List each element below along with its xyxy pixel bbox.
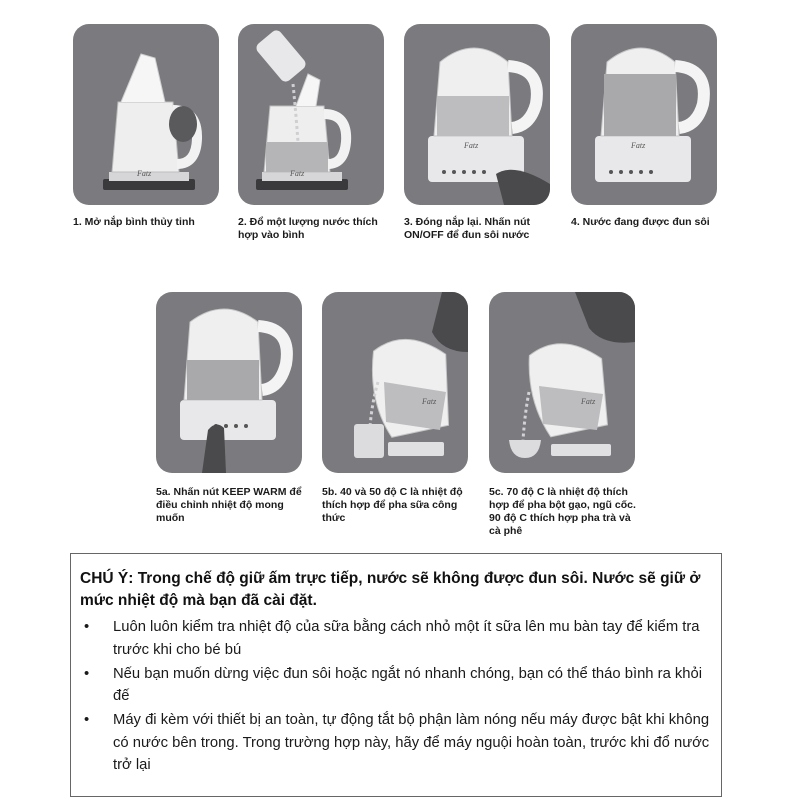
note-bullet-text: Luôn luôn kiểm tra nhiệt độ của sữa bằng cách nhỏ một ít sữa lên mu bàn tay để kiểm tra trước khi cho bé bú <box>113 619 700 658</box>
step-1-caption: 1. Mở nắp bình thủy tinh <box>73 216 195 228</box>
note-bullet-list <box>80 616 720 778</box>
step-5b-illustration <box>322 292 468 473</box>
brand-logo: Fatz <box>464 141 479 150</box>
step-5c-illustration <box>489 292 635 473</box>
step-3-illustration <box>404 24 550 205</box>
step-2-illustration <box>238 24 384 205</box>
note-bullet-text: Nếu bạn muốn dừng việc đun sôi hoặc ngắt nó nhanh chóng, bạn có thể tháo bình ra khỏi đế <box>113 665 703 704</box>
brand-logo: Fatz <box>581 397 596 406</box>
step-4-illustration <box>571 24 717 205</box>
brand-logo: Fatz <box>631 141 646 150</box>
bullet-icon: • <box>84 619 90 635</box>
note-bullet <box>80 663 720 708</box>
bullet-icon: • <box>84 665 90 682</box>
brand-logo: Fatz <box>137 169 152 178</box>
note-bullet <box>80 709 720 777</box>
note-title: CHÚ Ý: Trong chế độ giữ ấm trực tiếp, nước sẽ không được đun sôi. Nước sẽ giữ ở mức nhiệt độ mà bạn đã cài đặt. <box>80 570 701 609</box>
step-5a-illustration <box>156 292 302 473</box>
step-3-caption: 3. Đóng nắp lại. Nhấn nút ON/OFF để đun sôi nước <box>404 216 530 241</box>
note-bullet <box>80 616 720 661</box>
step-5c-caption: 5c. 70 độ C là nhiệt độ thích hợp để pha bột gạo, ngũ cốc. 90 độ C thích hợp pha trà và cà phê <box>489 486 636 537</box>
step-5b-caption: 5b. 40 và 50 độ C là nhiệt độ thích hợp để pha sữa công thức <box>322 486 463 524</box>
step-5a-caption: 5a. Nhấn nút KEEP WARM để điều chỉnh nhiệt độ mong muốn <box>156 486 302 524</box>
brand-logo: Fatz <box>422 397 437 406</box>
note-box <box>70 553 722 797</box>
bullet-icon: • <box>84 712 90 728</box>
step-2-caption: 2. Đổ một lượng nước thích hợp vào bình <box>238 216 378 241</box>
note-bullet-text: Máy đi kèm với thiết bị an toàn, tự động tắt bộ phận làm nóng nếu máy được bật khi không có nước bên trong. Trong trường hợp này, hãy để máy nguội hoàn toàn, trước khi đổ nước trở lại <box>113 712 710 773</box>
step-1-illustration <box>73 24 219 205</box>
step-4-caption: 4. Nước đang được đun sôi <box>571 216 710 228</box>
brand-logo: Fatz <box>290 169 305 178</box>
